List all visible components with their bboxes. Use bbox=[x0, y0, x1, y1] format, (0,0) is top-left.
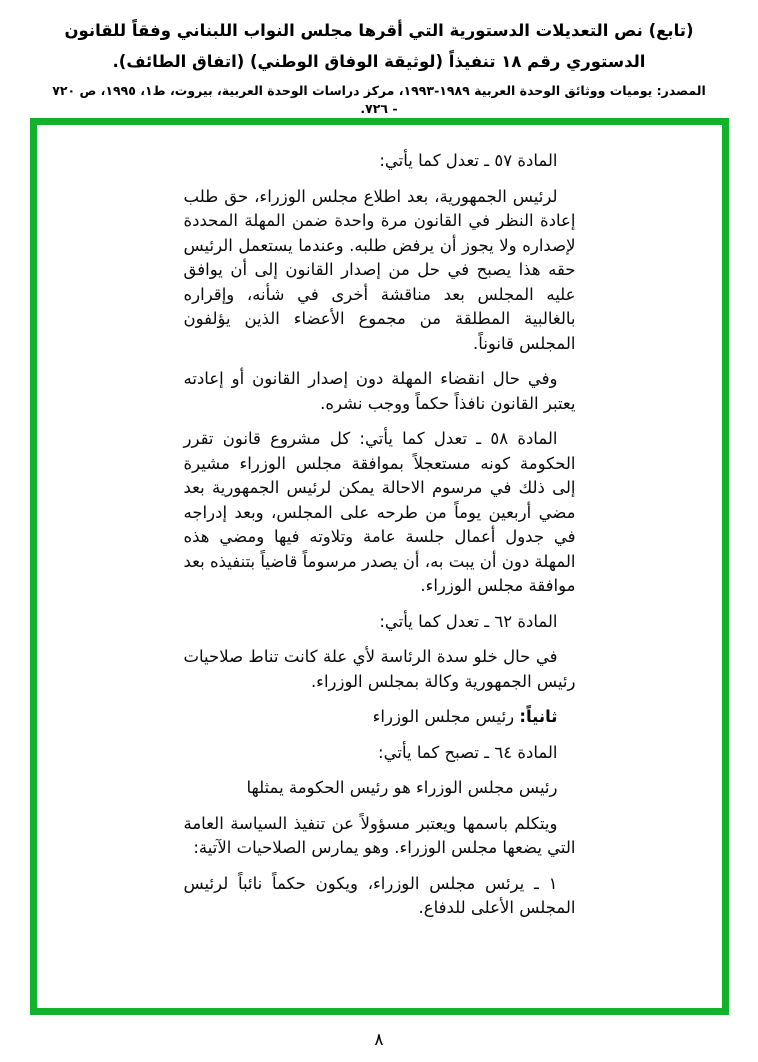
article-57-heading: المادة ٥٧ ـ تعدل كما يأتي: bbox=[379, 151, 558, 170]
article-57-body: لرئيس الجمهورية، بعد اطلاع مجلس الوزراء، حق طلب إعادة النظر في القانون مرة واحدة ضمن المهلة المحددة لإصداره ولا يجوز أن يرفض طلبه. وعندما يستعمل الرئيس حقه هذا يصبح في حل من إصدار القانون إلى أن يوافق عليه المجلس بعد مناقشة أخرى في شأنه، وإقراره بالغالبية المطلقة من مجموع الأعضاء الذين يؤلفون المجلس قانوناً. bbox=[183, 186, 576, 353]
secondly-label: ثانياً: bbox=[519, 707, 558, 726]
article-58-paragraph: المادة ٥٨ ـ تعدل كما يأتي: كل مشروع قانون تقرر الحكومة كونه مستعجلاً بموافقة مجلس الوزراء مشيرة إلى ذلك في مرسوم الاحالة يمكن لرئيس الجمهورية بعد مضي أربعين يوماً من طرحه على المجلس، وبعد إدراجه في جدول أعمال جلسة عامة وتلاوته فيها ومضي هذه المهلة دون أن يبت به، أن يصدر مرسوماً قاضياً بتنفيذه بعد موافقة مجلس الوزراء. bbox=[183, 429, 576, 595]
secondly-heading bbox=[184, 705, 576, 730]
article-62-heading: المادة ٦٢ ـ تعدل كما يأتي: bbox=[379, 611, 558, 631]
article-57-body-2: وفي حال انقضاء المهلة دون إصدار القانون أو إعادته يعتبر القانون نافذاً حكماً ووجب نشره. bbox=[183, 369, 576, 413]
secondly-text: رئيس مجلس الوزراء bbox=[372, 707, 515, 726]
source-citation: المصدر: يوميات ووثائق الوحدة العربية ١٩٨٩-١٩٩٣، مركز دراسات الوحدة العربية، بيروت، ط١، ١٩٩٥، ص ٧٢٠ - ٧٢٦. bbox=[52, 83, 706, 116]
article-64-body-2: ويتكلم باسمها ويعتبر مسؤولاً عن تنفيذ السياسة العامة التي يضعها مجلس الوزراء. وهو يمارس الصلاحيات الآتية: bbox=[183, 813, 576, 857]
article-64-item-1: ١ ـ يرئس مجلس الوزراء، ويكون حكماً نائباً لرئيس المجلس الأعلى للدفاع. bbox=[183, 873, 576, 917]
article-text-column bbox=[184, 149, 576, 921]
highlight-frame bbox=[30, 118, 729, 1015]
article-64-body-1: رئيس مجلس الوزراء هو رئيس الحكومة يمثلها bbox=[246, 778, 558, 797]
article-62-body: في حال خلو سدة الرئاسة لأي علة كانت تناط صلاحيات رئيس الجمهورية وكالة بمجلس الوزراء. bbox=[183, 647, 576, 691]
page-number: ٨ bbox=[374, 1030, 384, 1050]
page-footer bbox=[0, 1030, 758, 1050]
document-title: (تابع) نص التعديلات الدستورية التي أقرها مجلس النواب اللبناني وفقاً للقانون الدستوري رقم ١٨ تنفيذاً (لوثيقة الوفاق الوطني) (اتفاق الطائف). bbox=[64, 21, 694, 71]
article-64-heading: المادة ٦٤ ـ تصبح كما يأتي: bbox=[378, 742, 558, 762]
document-header bbox=[0, 15, 758, 118]
